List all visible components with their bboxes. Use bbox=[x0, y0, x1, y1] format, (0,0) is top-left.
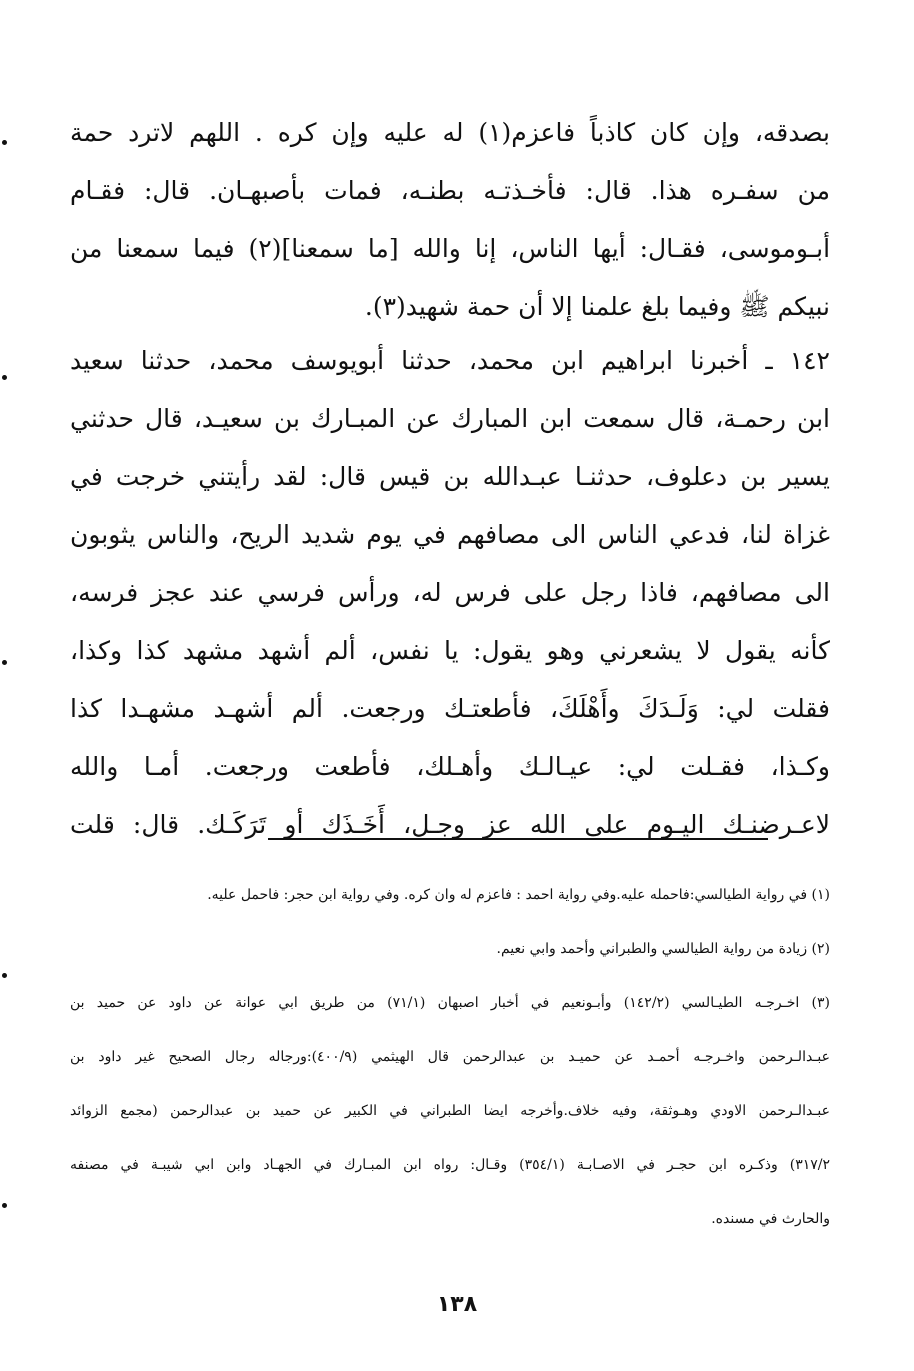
margin-mark bbox=[2, 973, 7, 978]
footnote-3-line: عبـدالـرحمن الاودي وهـوثقة، وفيه خلاف.وأخرجه ايضا الطبراني في الكبير عن حميد بن عبدالرحمن (مجمع الزوائد bbox=[70, 1103, 830, 1119]
footnote-3-line: عبـدالـرحمن واخـرجـه أحمـد عن حميـد بن عبدالرحمن قال الهيثمي (٤٠٠/٩):ورجاله رجال الصحيح غير داود بن bbox=[70, 1049, 830, 1065]
page-number: ١٣٨ bbox=[436, 1292, 478, 1317]
footnote-3-line: ٣١٧/٢) وذكـره ابن حجـر في الاصـابـة (٣٥٤/١) وقـال: رواه ابن المبـارك في الجهـاد وابن ابي شيبـة في مصنفه bbox=[70, 1157, 830, 1173]
text-line: غزاة لنا، فدعي الناس الى مصافهم في يوم شديد الريح، والناس يثوبون bbox=[70, 520, 830, 549]
text-line: فقلت لي: وَلَـدَكَ وأَهْلَكَ، فأطعتـك ورجعت. ألم أشهـد مشهـدا كذا bbox=[70, 694, 830, 723]
paragraph-1 bbox=[70, 104, 830, 336]
text-line: كأنه يقول لا يشعرني وهو يقول: يا نفس، ألم أشهد مشهد كذا وكذا، bbox=[70, 636, 830, 665]
text-line: ١٤٢ ـ أخبرنا ابراهيم ابن محمد، حدثنا أبويوسف محمد، حدثنا سعيد bbox=[70, 346, 830, 375]
text-line: نبيكم ﷺ وفيما بلغ علمنا إلا أن حمة شهيد(٣). bbox=[364, 292, 830, 321]
footnote-3-line: (٣) اخـرجـه الطيـالسي (١٤٢/٢) وأبـونعيم في أخبار اصبهان (٧١/١) من طريق ابي عوانة عن داود عن حميد بن bbox=[70, 995, 830, 1011]
footnote-separator bbox=[268, 838, 768, 840]
text-line: ابن رحمـة، قال سمعت ابن المبارك عن المبـارك بن سعيـد، قال حدثني bbox=[70, 404, 830, 433]
margin-mark bbox=[2, 140, 7, 145]
text-line: أبـوموسى، فقـال: أيها الناس، إنا والله [ما سمعنا](٢) فيما سمعنا من bbox=[70, 234, 830, 263]
footnote-1: (١) في رواية الطيالسي:فاحمله عليه.وفي رواية احمد : فاعزم له وان كره. وفي رواية ابن حجر: فاحمل عليه. bbox=[207, 887, 830, 903]
text-line: من سفـره هذا. قال: فأخـذتـه بطنـه، فمات بأصبهـان. قال: فقـام bbox=[70, 176, 830, 205]
margin-mark bbox=[2, 375, 7, 380]
text-line: يسير بن دعلوف، حدثنـا عبـدالله بن قيس قال: لقد رأيتني خرجت في bbox=[70, 462, 830, 491]
footnote-2: (٢) زيادة من رواية الطيالسي والطبراني وأحمد وابي نعيم. bbox=[496, 941, 830, 957]
paragraph-2 bbox=[70, 332, 830, 854]
text-line: لاعـرضنـك اليـوم على الله عز وجـل، أَخَـذَك أو تَرَكَـك. قال: قلت bbox=[70, 810, 830, 839]
margin-mark bbox=[2, 660, 7, 665]
text-line: الى مصافهم، فاذا رجل على فرس له، ورأس فرسي عند عجز فرسه، bbox=[70, 578, 830, 607]
text-line: وكـذا، فقـلت لي: عيـالـك وأهـلك، فأطعت ورجعت. أمـا والله bbox=[70, 752, 830, 781]
text-line: بصدقه، وإن كان كاذباً فاعزم(١) له عليه وإن كره . اللهم لاترد حمة bbox=[70, 118, 830, 147]
footnote-3-line: والحارث في مسنده. bbox=[711, 1211, 830, 1227]
footnotes bbox=[70, 868, 830, 1246]
margin-mark bbox=[2, 1203, 7, 1208]
